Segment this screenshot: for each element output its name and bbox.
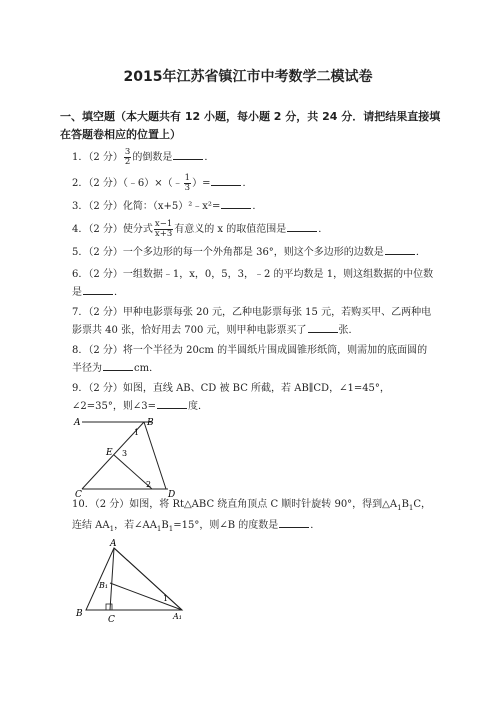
q6-answer-blank[interactable]	[83, 284, 113, 295]
q1-fraction	[124, 148, 131, 167]
q2-denominator: 3	[184, 183, 191, 193]
q4-prefix: 4．（2 分）使分式	[72, 224, 153, 235]
q3-text: 3．（2 分）化简：（x+5）²﹣x²=	[72, 201, 221, 212]
q2-prefix: 2．（2 分）（﹣6）×（﹣	[72, 178, 183, 189]
q4-end: ．	[318, 224, 329, 235]
fig9-label-d: D	[168, 490, 176, 500]
question-1	[72, 148, 436, 167]
figure-10	[72, 538, 192, 628]
question-9	[72, 380, 436, 416]
q8-text: 8．（2 分）将一个半径为 20cm 的半圆纸片围成圆锥形纸筒，则需加的底面圆的半径为	[72, 345, 428, 374]
q5-end: ．	[415, 247, 426, 258]
q10-sub-4: 1	[156, 525, 162, 533]
q4-answer-blank[interactable]	[287, 221, 317, 232]
q10-sub-2: 1	[408, 504, 414, 512]
question-10	[72, 496, 436, 538]
q4-fraction	[154, 220, 173, 239]
q10-sub-1: 1	[397, 504, 402, 512]
q4-text: 有意义的 x 的取值范围是	[174, 224, 287, 235]
fig9-label-a: A	[74, 418, 81, 428]
q2-numerator: 1	[184, 173, 191, 183]
q10-text-5: B	[161, 520, 169, 531]
fig10-label-b: B	[76, 609, 83, 619]
q4-numerator: x−1	[154, 219, 173, 229]
q4-denominator: x+3	[154, 229, 173, 239]
question-2	[72, 174, 436, 193]
q5-answer-blank[interactable]	[385, 244, 415, 255]
q1-prefix: 1．（2 分）	[72, 152, 123, 163]
right-angle-mark	[106, 604, 112, 610]
q7-end: 张．	[338, 325, 359, 336]
line-ac	[110, 548, 114, 610]
q6-text: 6．（2 分）一组数据﹣1，x，0，5，3，﹣2 的平均数是 1，则这组数据的中位数是	[72, 269, 434, 298]
q7-text: 7．（2 分）甲种电影票每张 20 元，乙种电影票每张 15 元，若购买甲、乙两种电影票共 40 张，恰好用去 700 元，则甲种电影票买了	[72, 307, 432, 336]
fig10-label-b1: B₁	[99, 581, 109, 590]
fig9-label-b: B	[147, 418, 154, 428]
q8-answer-blank[interactable]	[103, 360, 133, 371]
figure-9	[72, 414, 192, 500]
q2-end: ．	[242, 178, 253, 189]
q1-numerator: 3	[124, 147, 131, 157]
question-6	[72, 266, 436, 302]
q7-answer-blank[interactable]	[308, 322, 338, 333]
q5-text: 5．（2 分）一个多边形的每一个外角都是 36°，则这个多边形的边数是	[72, 247, 384, 258]
q10-sub-5: 1	[168, 525, 174, 533]
fig9-label-e: E	[106, 448, 113, 458]
fig10-label-a1: A₁	[173, 612, 182, 621]
section-heading: 一、填空题（本大题共有 12 小题，每小题 2 分，共 24 分．请把结果直接填在答题卷相应的位置上）	[60, 110, 441, 141]
fig9-label-c: C	[75, 490, 82, 500]
q9-answer-blank[interactable]	[157, 398, 187, 409]
q2-fraction	[184, 174, 191, 193]
q3-answer-blank[interactable]	[221, 198, 251, 209]
question-4	[72, 220, 436, 239]
q10-text-6: =15°，则∠B 的度数是	[173, 520, 279, 531]
question-5	[72, 244, 436, 262]
q3-end: ．	[252, 201, 263, 212]
question-3	[72, 198, 436, 216]
fig10-label-c: C	[108, 615, 115, 625]
q1-answer-blank[interactable]	[173, 149, 203, 160]
line-bd	[144, 422, 166, 489]
fig9-angle-3: 3	[122, 449, 128, 458]
fig10-label-a: A	[110, 539, 117, 549]
q10-end: ．	[310, 520, 321, 531]
q6-end: ．	[114, 287, 124, 298]
q10-text-3: C，连结 AA	[72, 499, 432, 531]
question-7	[72, 304, 436, 340]
document-title: 2015年江苏省镇江市中考数学二模试卷	[123, 69, 373, 85]
q1-end: ．	[204, 152, 215, 163]
q1-text: 的倒数是	[132, 152, 173, 163]
q10-text-4: ，若∠AA	[114, 520, 157, 531]
q10-text-2: B	[401, 499, 409, 510]
q2-text: ）=	[192, 178, 211, 189]
q2-answer-blank[interactable]	[211, 175, 241, 186]
fig9-angle-1: 1	[134, 428, 140, 437]
q10-sub-3: 1	[109, 525, 115, 533]
line-b1a1	[110, 583, 182, 610]
q10-text-1: 10．（2 分）如图，将 Rt△ABC 绕直角顶点 C 顺时针旋转 90°，得到△A	[72, 499, 398, 510]
q1-denominator: 2	[124, 157, 131, 167]
question-8	[72, 342, 436, 378]
q9-text: 9．（2 分）如图，直线 AB、CD 被 BC 所截，若 AB∥CD，∠1=45°，∠2=35°，则∠3=	[72, 383, 390, 412]
q9-end: 度．	[187, 401, 208, 412]
q8-end: cm．	[134, 363, 160, 374]
fig10-angle-1: 1	[163, 594, 169, 603]
q10-answer-blank[interactable]	[279, 517, 309, 528]
line-aa1	[114, 548, 182, 610]
fig9-angle-2: 2	[146, 480, 152, 489]
